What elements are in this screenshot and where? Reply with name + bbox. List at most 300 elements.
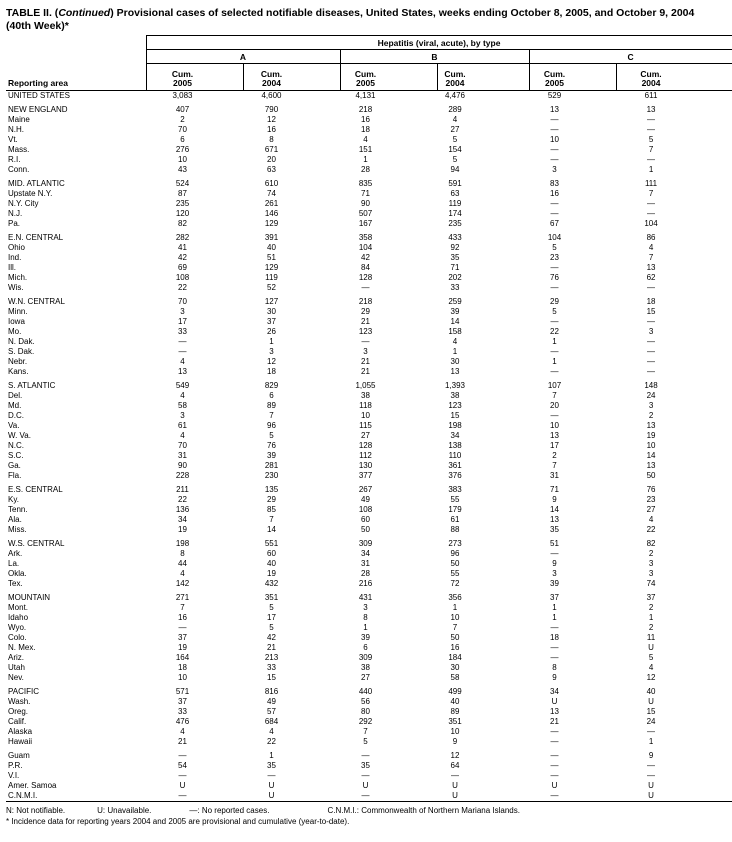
value-cell: 835: [358, 179, 373, 188]
reporting-area-cell: Minn.: [8, 307, 28, 316]
table-row: [6, 559, 732, 569]
value-cell: 35: [450, 253, 460, 262]
table-row: [6, 603, 732, 613]
value-cell: 118: [359, 401, 372, 410]
value-cell: —: [647, 771, 656, 780]
value-cell: 96: [267, 421, 276, 430]
value-cell: —: [647, 199, 656, 208]
table-row: [6, 569, 732, 579]
table-title: [6, 7, 729, 32]
value-cell: 119: [448, 199, 462, 208]
value-cell: 26: [267, 327, 276, 336]
value-cell: 21: [361, 317, 370, 326]
value-cell: 1: [648, 165, 654, 174]
table-row: [6, 549, 732, 559]
value-cell: 1: [363, 155, 368, 164]
value-cell: —: [550, 115, 559, 124]
reporting-area-cell: Vt.: [8, 135, 18, 144]
value-cell: —: [550, 317, 559, 326]
reporting-area-cell: W. Va.: [8, 431, 31, 440]
value-cell: 37: [178, 697, 187, 706]
value-cell: 71: [450, 263, 460, 272]
value-cell: 88: [450, 525, 460, 534]
value-cell: 7: [648, 189, 654, 198]
value-cell: 123: [358, 327, 373, 336]
value-cell: 1,393: [444, 381, 466, 390]
value-cell: 43: [178, 165, 187, 174]
table-row: [6, 471, 732, 481]
value-cell: 87: [178, 189, 187, 198]
value-cell: 57: [267, 707, 276, 716]
value-cell: 289: [448, 105, 462, 114]
value-cell: 21: [178, 737, 187, 746]
value-cell: 52: [267, 283, 276, 292]
value-cell: 40: [267, 559, 276, 568]
value-cell: —: [550, 751, 559, 760]
value-cell: 9: [552, 495, 557, 504]
table-row: [6, 307, 732, 317]
value-cell: 4: [648, 243, 654, 252]
table-row: [6, 401, 732, 411]
value-cell: 7: [648, 145, 654, 154]
value-cell: 10: [550, 135, 559, 144]
table-row: [6, 391, 732, 401]
value-cell: 84: [361, 263, 370, 272]
value-cell: 235: [448, 219, 462, 228]
legend-no-reported-cases: —: No reported cases.: [189, 806, 270, 815]
value-cell: 33: [178, 327, 187, 336]
value-cell: —: [361, 337, 370, 346]
reporting-area-cell: Del.: [8, 391, 23, 400]
value-cell: 1: [269, 751, 274, 760]
value-cell: 13: [646, 461, 656, 470]
reporting-area-cell: Wis.: [8, 283, 24, 292]
value-cell: 58: [178, 401, 187, 410]
value-cell: 1: [552, 357, 557, 366]
value-cell: —: [550, 761, 559, 770]
value-cell: 4,600: [261, 91, 282, 100]
value-cell: —: [550, 209, 559, 218]
reporting-area-cell: NEW ENGLAND: [8, 105, 68, 114]
value-cell: 6: [180, 135, 185, 144]
table-row: [6, 623, 732, 633]
value-cell: 111: [644, 179, 658, 188]
value-cell: 3: [648, 327, 654, 336]
reporting-area-cell: E.N. CENTRAL: [8, 233, 64, 242]
table-row: [6, 233, 732, 243]
value-cell: 9: [452, 737, 458, 746]
value-cell: 198: [175, 539, 190, 548]
value-cell: 8: [552, 663, 557, 672]
reporting-area-cell: Ga.: [8, 461, 21, 470]
value-cell: 1: [648, 613, 654, 622]
value-cell: 216: [358, 579, 373, 588]
reporting-area-cell: W.S. CENTRAL: [8, 539, 65, 548]
value-cell: 24: [646, 717, 656, 726]
reporting-area-cell: N.H.: [8, 125, 24, 134]
value-cell: 7: [363, 727, 368, 736]
value-cell: 13: [646, 263, 656, 272]
value-cell: 158: [448, 327, 462, 336]
value-cell: 383: [448, 485, 462, 494]
table-row: [6, 633, 732, 643]
value-cell: U: [551, 781, 558, 790]
hepatitis-table: [6, 35, 732, 802]
value-cell: 13: [550, 105, 559, 114]
value-cell: 2: [552, 451, 557, 460]
value-cell: 407: [175, 105, 190, 114]
value-cell: —: [178, 791, 187, 800]
value-cell: 29: [550, 297, 559, 306]
value-cell: U: [648, 643, 654, 652]
reporting-area-cell: Ariz.: [8, 653, 24, 662]
hepatitis-c-header: C: [529, 50, 732, 64]
table-row: [6, 263, 732, 273]
col-header-b-2004: [437, 64, 529, 91]
value-cell: 3: [363, 603, 368, 612]
reporting-area-cell: Alaska: [8, 727, 33, 736]
value-cell: 4: [648, 515, 654, 524]
reporting-area-cell: P.R.: [8, 761, 23, 770]
value-cell: 60: [267, 549, 276, 558]
value-cell: 17: [267, 613, 276, 622]
value-cell: 13: [550, 707, 559, 716]
reporting-area-cell: D.C.: [8, 411, 24, 420]
table-header: [6, 36, 732, 91]
value-cell: 22: [550, 327, 559, 336]
reporting-area-cell: MOUNTAIN: [8, 593, 51, 602]
table-row: [6, 189, 732, 199]
reporting-area-cell: Miss.: [8, 525, 27, 534]
value-cell: U: [648, 781, 654, 790]
table-row: [6, 495, 732, 505]
table-row: [6, 317, 732, 327]
value-cell: 50: [450, 633, 460, 642]
value-cell: 3: [648, 559, 654, 568]
table-row: [6, 145, 732, 155]
value-cell: 64: [450, 761, 460, 770]
value-cell: 611: [644, 91, 658, 100]
value-cell: 529: [547, 91, 562, 100]
value-cell: 94: [450, 165, 460, 174]
value-cell: 49: [267, 697, 276, 706]
value-cell: 8: [180, 549, 185, 558]
value-cell: —: [550, 653, 559, 662]
value-cell: —: [647, 155, 656, 164]
value-cell: 27: [361, 673, 370, 682]
value-cell: 4: [180, 727, 185, 736]
reporting-area-cell: Amer. Samoa: [8, 781, 57, 790]
value-cell: 21: [550, 717, 559, 726]
reporting-area-cell: N. Dak.: [8, 337, 35, 346]
value-cell: 21: [361, 357, 370, 366]
value-cell: 2: [180, 115, 185, 124]
col-header-c-2004: [616, 64, 732, 91]
cum-label: Cum.: [444, 69, 466, 79]
value-cell: 80: [361, 707, 370, 716]
reporting-area-cell: Idaho: [8, 613, 29, 622]
value-cell: 37: [550, 593, 559, 602]
value-cell: 41: [178, 243, 187, 252]
value-cell: 70: [178, 297, 187, 306]
value-cell: 63: [267, 165, 276, 174]
title-main: ) Provisional cases of selected notifiable diseases, United States, weeks ending October 8, 2005, and October 9, 2004: [110, 7, 695, 19]
reporting-area-cell: C.N.M.I.: [8, 791, 38, 800]
value-cell: 9: [552, 673, 557, 682]
value-cell: 61: [450, 515, 460, 524]
value-cell: 19: [267, 569, 276, 578]
value-cell: 12: [450, 751, 460, 760]
value-cell: 273: [448, 539, 462, 548]
value-cell: 610: [264, 179, 279, 188]
value-cell: 5: [269, 603, 274, 612]
cum-label: Cum.: [543, 69, 566, 79]
reporting-area-cell: Maine: [8, 115, 30, 124]
value-cell: —: [647, 283, 656, 292]
value-cell: 4: [452, 115, 458, 124]
value-cell: 10: [450, 727, 460, 736]
value-cell: 17: [178, 317, 187, 326]
value-cell: 35: [267, 761, 276, 770]
table-row: [6, 751, 732, 761]
value-cell: 211: [176, 485, 189, 494]
footnote-legend: [6, 805, 729, 816]
reporting-area-cell: Kans.: [8, 367, 29, 376]
value-cell: 27: [361, 431, 370, 440]
value-cell: 4: [180, 391, 185, 400]
value-cell: 2: [648, 411, 654, 420]
value-cell: 128: [358, 273, 373, 282]
reporting-area-cell: N.Y. City: [8, 199, 39, 208]
value-cell: 12: [646, 673, 656, 682]
table-row: [6, 461, 732, 471]
table-row: [6, 687, 732, 697]
col-header-c-2005: [529, 64, 616, 91]
value-cell: 112: [359, 451, 372, 460]
value-cell: 3: [552, 569, 557, 578]
value-cell: 5: [269, 431, 274, 440]
value-cell: 281: [264, 461, 279, 470]
value-cell: 551: [264, 539, 279, 548]
hepatitis-a-header: A: [146, 50, 340, 64]
value-cell: 83: [550, 179, 559, 188]
reporting-area-cell: W.N. CENTRAL: [8, 297, 65, 306]
value-cell: —: [647, 357, 656, 366]
value-cell: 130: [358, 461, 373, 470]
legend-not-notifiable: N: Not notifiable.: [6, 806, 66, 815]
value-cell: 22: [178, 283, 187, 292]
value-cell: 18: [646, 297, 656, 306]
value-cell: 1: [452, 603, 458, 612]
value-cell: —: [550, 623, 559, 632]
value-cell: —: [647, 125, 656, 134]
disease-group-header: Hepatitis (viral, acute), by type: [146, 36, 732, 50]
reporting-area-cell: UNITED STATES: [8, 91, 70, 100]
value-cell: 276: [175, 145, 190, 154]
value-cell: 6: [363, 643, 368, 652]
table-row: [6, 219, 732, 229]
reporting-area-cell: Mo.: [8, 327, 22, 336]
value-cell: 16: [361, 115, 370, 124]
value-cell: 129: [264, 263, 279, 272]
value-cell: 82: [178, 219, 187, 228]
table-row: [6, 761, 732, 771]
value-cell: 35: [361, 761, 370, 770]
value-cell: 4: [452, 337, 458, 346]
value-cell: —: [647, 761, 656, 770]
value-cell: 11: [646, 633, 656, 642]
table-row: [6, 381, 732, 391]
value-cell: 5: [648, 653, 654, 662]
reporting-area-cell: Upstate N.Y.: [8, 189, 53, 198]
value-cell: 74: [646, 579, 656, 588]
value-cell: —: [267, 771, 276, 780]
legend-unavailable: U: Unavailable.: [97, 806, 152, 815]
table-row: [6, 781, 732, 791]
value-cell: 31: [178, 451, 187, 460]
value-cell: 72: [450, 579, 460, 588]
value-cell: 499: [448, 687, 462, 696]
value-cell: 18: [361, 125, 370, 134]
table-row: [6, 273, 732, 283]
value-cell: U: [179, 781, 186, 790]
value-cell: —: [550, 411, 559, 420]
value-cell: 60: [361, 515, 370, 524]
value-cell: —: [178, 771, 187, 780]
value-cell: 5: [552, 307, 557, 316]
table-row: [6, 727, 732, 737]
value-cell: 14: [646, 451, 656, 460]
value-cell: 42: [267, 633, 276, 642]
value-cell: 13: [646, 105, 656, 114]
value-cell: —: [550, 263, 559, 272]
table-row: [6, 431, 732, 441]
value-cell: 39: [450, 307, 460, 316]
value-cell: —: [550, 727, 559, 736]
value-cell: —: [361, 283, 370, 292]
table-row: [6, 697, 732, 707]
value-cell: 115: [359, 421, 372, 430]
value-cell: 2: [648, 623, 654, 632]
reporting-area-cell: Utah: [8, 663, 25, 672]
value-cell: 282: [175, 233, 190, 242]
table-row: [6, 125, 732, 135]
value-cell: 213: [264, 653, 279, 662]
value-cell: 5: [269, 623, 274, 632]
year-label: 2005: [545, 78, 564, 88]
value-cell: 82: [646, 539, 656, 548]
value-cell: 816: [264, 687, 279, 696]
value-cell: 38: [450, 391, 460, 400]
value-cell: 128: [358, 441, 373, 450]
cum-label: Cum.: [171, 69, 194, 79]
value-cell: 51: [550, 539, 559, 548]
value-cell: 136: [175, 505, 190, 514]
cum-label: Cum.: [354, 69, 377, 79]
footnote-asterisk: * Incidence data for reporting years 2004 and 2005 are provisional and cumulative (year-to-date).: [6, 817, 350, 826]
value-cell: 30: [450, 357, 460, 366]
value-cell: —: [647, 347, 656, 356]
value-cell: 10: [450, 613, 460, 622]
value-cell: 104: [358, 243, 373, 252]
value-cell: 30: [450, 663, 460, 672]
reporting-area-cell: Wyo.: [8, 623, 27, 632]
value-cell: 309: [358, 539, 373, 548]
value-cell: 49: [361, 495, 370, 504]
reporting-area-cell: N. Mex.: [8, 643, 36, 652]
table-row: [6, 347, 732, 357]
reporting-area-cell: Fla.: [8, 471, 22, 480]
table-row: [6, 613, 732, 623]
value-cell: 476: [175, 717, 190, 726]
value-cell: 7: [552, 461, 557, 470]
table-row: [6, 337, 732, 347]
value-cell: 74: [267, 189, 276, 198]
value-cell: 5: [552, 243, 557, 252]
value-cell: 21: [361, 367, 370, 376]
value-cell: 69: [178, 263, 187, 272]
value-cell: —: [550, 549, 559, 558]
value-cell: —: [361, 791, 370, 800]
value-cell: 4: [180, 431, 185, 440]
value-cell: 90: [178, 461, 187, 470]
value-cell: 507: [358, 209, 373, 218]
value-cell: U: [452, 781, 458, 790]
value-cell: 22: [178, 495, 187, 504]
value-cell: 55: [450, 569, 460, 578]
value-cell: 20: [267, 155, 276, 164]
reporting-area-cell: MID. ATLANTIC: [8, 179, 65, 188]
reporting-area-cell: Mont.: [8, 603, 29, 612]
value-cell: 148: [644, 381, 658, 390]
table-row: [6, 253, 732, 263]
table-row: [6, 367, 732, 377]
value-cell: 42: [361, 253, 370, 262]
footnotes: [6, 805, 729, 827]
value-cell: 10: [646, 441, 656, 450]
value-cell: 1,055: [355, 381, 376, 390]
value-cell: 1: [269, 337, 274, 346]
value-cell: 790: [264, 105, 279, 114]
table-row: [6, 297, 732, 307]
value-cell: 3: [648, 401, 654, 410]
col-header-b-2005: [340, 64, 437, 91]
reporting-area-cell: Calif.: [8, 717, 27, 726]
value-cell: 7: [648, 253, 654, 262]
value-cell: 1: [363, 623, 368, 632]
table-row: [6, 199, 732, 209]
value-cell: 228: [175, 471, 190, 480]
value-cell: 13: [450, 367, 460, 376]
value-cell: 16: [450, 643, 460, 652]
value-cell: 96: [450, 549, 460, 558]
value-cell: 89: [267, 401, 276, 410]
value-cell: 2: [648, 603, 654, 612]
value-cell: 9: [648, 751, 654, 760]
value-cell: 13: [646, 421, 656, 430]
value-cell: 19: [178, 643, 187, 652]
table-row: [6, 209, 732, 219]
value-cell: —: [550, 145, 559, 154]
reporting-area-cell: Nev.: [8, 673, 24, 682]
value-cell: 129: [264, 219, 279, 228]
value-cell: 17: [550, 441, 559, 450]
value-cell: 30: [267, 307, 276, 316]
year-label: 2005: [356, 78, 375, 88]
value-cell: 76: [646, 485, 656, 494]
value-cell: 3: [180, 307, 185, 316]
value-cell: 21: [267, 643, 276, 652]
